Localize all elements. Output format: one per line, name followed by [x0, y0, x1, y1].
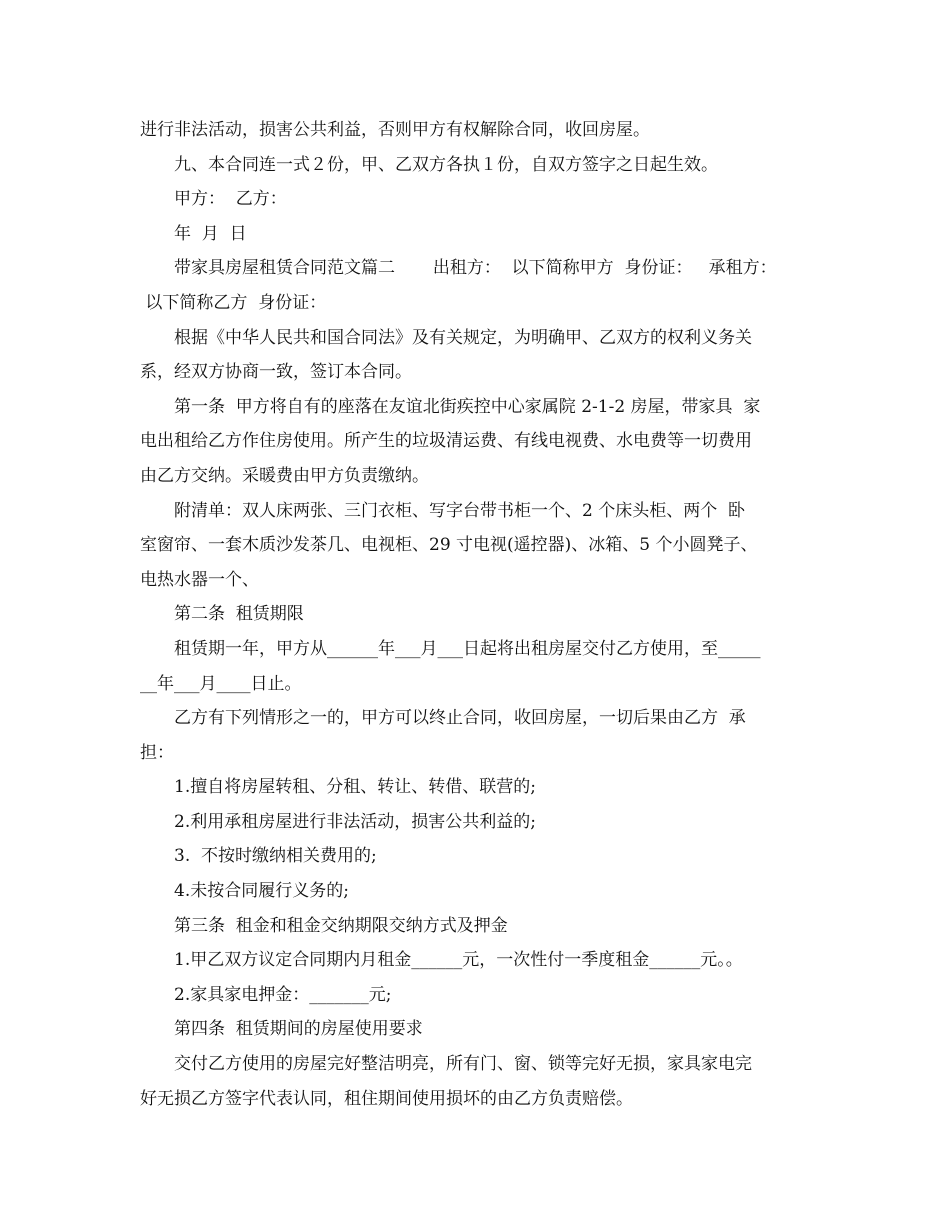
text-line: 交付乙方使用的房屋完好整洁明亮，所有门、窗、锁等完好无损，家具家电完	[174, 1054, 752, 1075]
text-line: 带家具房屋租赁合同范文篇二 出租方： 以下简称甲方 身份证： 承租方：	[174, 258, 777, 279]
text-line: 第三条 租金和租金交纳期限交纳方式及押金	[174, 915, 508, 936]
text-line: 电热水器一个、	[140, 569, 259, 590]
text-line: 根据《中华人民共和国合同法》及有关规定，为明确甲、乙双方的权利义务关	[174, 327, 752, 348]
text-line: 3. 不按时缴纳相关费用的;	[174, 846, 377, 867]
text-line: 2.家具家电押金：_______元;	[174, 984, 392, 1005]
document-body	[140, 113, 830, 1116]
text-line: 进行非法活动，损害公共利益，否则甲方有权解除合同，收回房屋。	[140, 120, 650, 140]
text-line: 第一条 甲方将自有的座落在友谊北街疾控中心家属院 2-1-2 房屋，带家具 家	[174, 396, 761, 417]
text-line: 甲方： 乙方：	[174, 189, 287, 210]
text-line: 年 月 日	[174, 223, 247, 244]
text-line: 第四条 租赁期间的房屋使用要求	[174, 1019, 423, 1040]
text-line: 好无损乙方签字代表认同，租住期间使用损坏的由乙方负责赔偿。	[140, 1088, 633, 1109]
text-line: 室窗帘、一套木质沙发茶几、电视柜、29 寸电视(遥控器)、冰箱、5 个小圆凳子、	[140, 535, 758, 556]
text-line: 租赁期一年，甲方从______年___月___日起将出租房屋交付乙方使用，至_____	[174, 638, 761, 659]
text-line: 担：	[140, 742, 174, 763]
text-line: 由乙方交纳。采暖费由甲方负责缴纳。	[140, 465, 429, 486]
text-line: 1.甲乙双方议定合同期内月租金______元，一次性付一季度租金______元。。	[174, 950, 743, 971]
text-line: __年___月____日止。	[140, 673, 302, 694]
text-line: 2.利用承租房屋进行非法活动，损害公共利益的;	[174, 811, 536, 832]
text-line: 以下简称乙方 身份证：	[140, 292, 327, 313]
text-line: 电出租给乙方作住房使用。所产生的垃圾清运费、有线电视费、水电费等一切费用	[140, 431, 752, 452]
text-line: 系，经双方协商一致，签订本合同。	[140, 362, 412, 383]
text-line: 第二条 租赁期限	[174, 604, 304, 625]
text-line: 乙方有下列情形之一的，甲方可以终止合同，收回房屋，一切后果由乙方 承	[174, 708, 746, 729]
text-line: 附清单：双人床两张、三门衣柜、写字台带书柜一个、2 个床头柜、两个 卧	[174, 500, 746, 521]
text-line: 1.擅自将房屋转租、分租、转让、转借、联营的;	[174, 777, 536, 798]
text-line: 4.未按合同履行义务的;	[174, 881, 349, 902]
text-line: 九、本合同连一式２份，甲、乙双方各执１份，自双方签字之日起生效。	[174, 154, 718, 175]
